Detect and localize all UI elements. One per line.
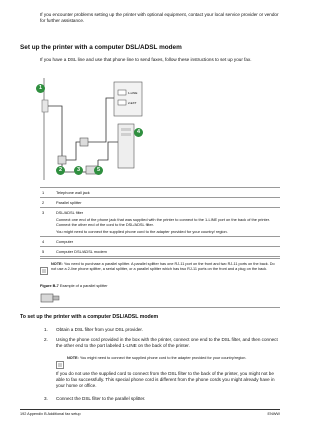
note-rule-bottom: [40, 307, 280, 308]
step-number: 3.: [44, 396, 48, 401]
setup-diagram: [36, 76, 144, 182]
table-row: [40, 208, 280, 237]
note-rule-top: [40, 258, 280, 259]
wall-jack: [42, 100, 48, 112]
step-text: Connect the DSL filter to the parallel splitter.: [56, 396, 146, 401]
row-text: DSL/ADSL filter: [56, 210, 84, 215]
step2-note-label: NOTE:: [67, 356, 79, 360]
callout-1: 1: [36, 84, 45, 93]
drive-bay: [121, 128, 131, 131]
figure-caption-label: Figure B-7: [40, 284, 59, 288]
setup-diagram-svg: [36, 76, 144, 182]
row-text: Parallel splitter: [54, 198, 280, 208]
step2-note: [67, 356, 282, 361]
table-row: [40, 237, 280, 247]
section-title: Set up the printer with a computer DSL/ADSL modem: [20, 44, 182, 51]
step-text: Obtain a DSL filter from your DSL provider.: [56, 327, 143, 332]
row-text: Computer: [54, 237, 280, 247]
note-label: NOTE:: [51, 262, 63, 266]
callout-2: 2: [56, 166, 65, 175]
legend-table: [40, 187, 280, 257]
port-1-line-label: 1-LINE: [128, 91, 138, 95]
table-row: [40, 188, 280, 198]
dsl-filter: [80, 138, 88, 146]
row-number: 2: [40, 198, 54, 208]
printer-back: [114, 82, 142, 116]
row-text: You might need to connect the supplied phone cord to the adapter provided for your country/ region.: [56, 229, 228, 234]
row-number: 3: [40, 208, 54, 237]
cable-modem-computer: [98, 142, 118, 160]
drive-bay: [121, 133, 131, 136]
note-icon: [56, 356, 64, 364]
callout-3: 3: [74, 166, 83, 175]
intro-paragraph: If you encounter problems setting up the printer with optional equipment, contact your local service provider or vendor for further assistance.: [40, 12, 279, 24]
step2-note-text: You might need to connect the supplied phone cord to the adapter provided for your country/region.: [79, 356, 247, 360]
parallel-splitter: [58, 156, 66, 164]
cable-splitter-filter: [62, 142, 94, 160]
section-intro: If you have a DSL line and use that phone line to send faxes, follow these instructions to set up your fax.: [40, 57, 252, 62]
cable-wall-splitter: [48, 106, 62, 160]
row-text: Telephone wall jack: [54, 188, 280, 198]
row-number: 4: [40, 237, 54, 247]
note-paragraph: [51, 262, 280, 272]
step-number: 2.: [44, 337, 48, 342]
port-2-ext-label: 2-EXT: [128, 101, 137, 105]
step2-paragraph: If you do not use the supplied cord to connect from the DSL filter to the back of the printer, you might not be able to fax successfully. This special phone cord is different from the phone cords you might already have in your home or office.: [56, 371, 275, 389]
row-text: Computer DSL/ADSL modem: [54, 247, 280, 257]
row-number: 5: [40, 247, 54, 257]
footer-right: ENWW: [267, 412, 280, 416]
figure-caption-text: Example of a parallel splitter: [59, 284, 108, 288]
footer-rule: [20, 409, 280, 410]
splitter-image: [40, 291, 62, 303]
table-row: [40, 198, 280, 208]
note-text: You need to purchase a parallel splitter. A parallel splitter has one RJ-11 port on the front and two RJ-11 ports on the back. Do not use a 2-line phone splitter, a serial splitter, or a parallel splitter which has two RJ-11 ports on the front and a plug on the back.: [51, 262, 275, 272]
footer-left: 192 Appendix B Additional fax setup: [20, 412, 81, 416]
cable-filter-printer: [94, 98, 116, 142]
port-2-ext: [118, 100, 126, 105]
figure-caption: [40, 284, 108, 289]
procedure-title: To set up the printer with a computer DSL/ADSL modem: [20, 314, 159, 320]
callout-5: 5: [94, 166, 103, 175]
port-1-line: [118, 90, 126, 95]
step-number: 1.: [44, 327, 48, 332]
step-text: Using the phone cord provided in the box with the printer, connect one end to the DSL filter, and then connect the other end to the port labeled 1-LINE on the back of the printer.: [56, 337, 278, 349]
note-icon: [40, 262, 48, 270]
callout-4: 4: [134, 128, 143, 137]
row-text: Connect one end of the phone jack that was supplied with the printer to connect to the 1-LINE port on the back of the printer. Connect the other end of the cord to the DSL/ADSL filter.: [56, 217, 270, 227]
row-number: 1: [40, 188, 54, 198]
table-row: [40, 247, 280, 257]
